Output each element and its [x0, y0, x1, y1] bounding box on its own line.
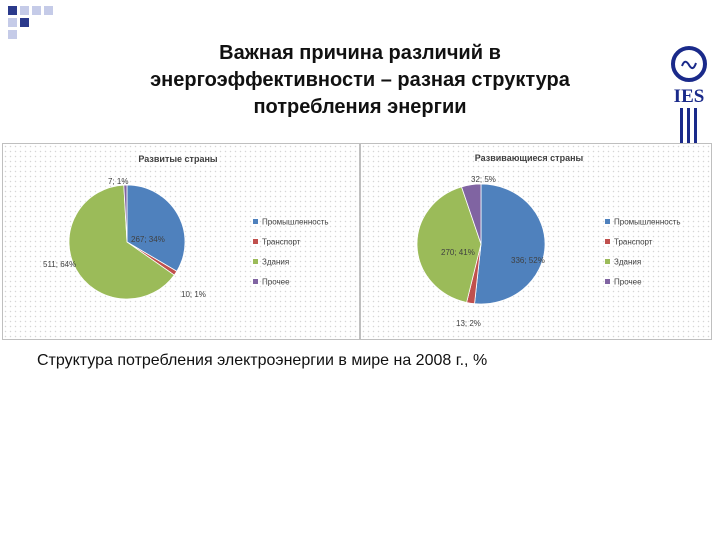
data-label: 267; 34% — [131, 235, 165, 244]
corner-square — [32, 6, 41, 15]
data-label: 10; 1% — [181, 290, 206, 299]
corner-decoration — [0, 0, 60, 40]
legend-entry: Транспорт — [262, 237, 301, 247]
chart-developing-panel — [360, 143, 712, 340]
chart-title: Развивающиеся страны — [474, 153, 584, 163]
legend-swatch — [253, 279, 258, 284]
data-label: 511; 64% — [43, 260, 77, 269]
legend-entry: Промышленность — [614, 217, 681, 227]
legend-entry: Здания — [262, 257, 290, 267]
title-line: потребления энергии — [253, 96, 467, 118]
corner-square — [8, 6, 17, 15]
page-title — [90, 40, 630, 121]
corner-square — [20, 18, 29, 27]
legend-swatch — [253, 219, 258, 224]
legend-swatch — [605, 259, 610, 264]
pie-chart-developing — [361, 144, 711, 339]
ies-logo — [664, 42, 714, 150]
legend-swatch — [605, 239, 610, 244]
pie-chart-developed — [3, 144, 359, 339]
corner-square — [8, 18, 17, 27]
legend-entry: Здания — [614, 257, 642, 267]
logo-bar — [687, 108, 690, 148]
legend-swatch — [605, 279, 610, 284]
legend-entry: Транспорт — [614, 237, 653, 247]
chart-title: Развитые страны — [138, 154, 218, 164]
logo-bar — [694, 108, 697, 148]
legend-entry: Прочее — [262, 277, 290, 287]
title-line: энергоэффективности – разная структура — [150, 69, 570, 91]
title-line: Важная причина различий в — [219, 42, 501, 64]
legend-swatch — [605, 219, 610, 224]
chart-caption: Структура потребления электроэнергии в мире на 2008 г., % — [37, 352, 488, 369]
corner-square — [44, 6, 53, 15]
logo-text: IES — [673, 86, 705, 107]
legend-entry: Прочее — [614, 277, 642, 287]
corner-square — [8, 30, 17, 39]
data-label: 32; 5% — [471, 175, 496, 184]
data-label: 13; 2% — [456, 319, 481, 328]
data-label: 270; 41% — [441, 248, 475, 257]
legend-entry: Промышленность — [262, 217, 329, 227]
data-label: 7; 1% — [108, 177, 129, 186]
pie-slice-industry — [475, 184, 545, 304]
logo-bar — [680, 108, 683, 148]
chart-developed-panel — [2, 143, 360, 340]
corner-square — [20, 6, 29, 15]
data-label: 336; 52% — [511, 256, 545, 265]
logo-wave-icon — [682, 62, 696, 68]
legend-swatch — [253, 259, 258, 264]
legend-swatch — [253, 239, 258, 244]
